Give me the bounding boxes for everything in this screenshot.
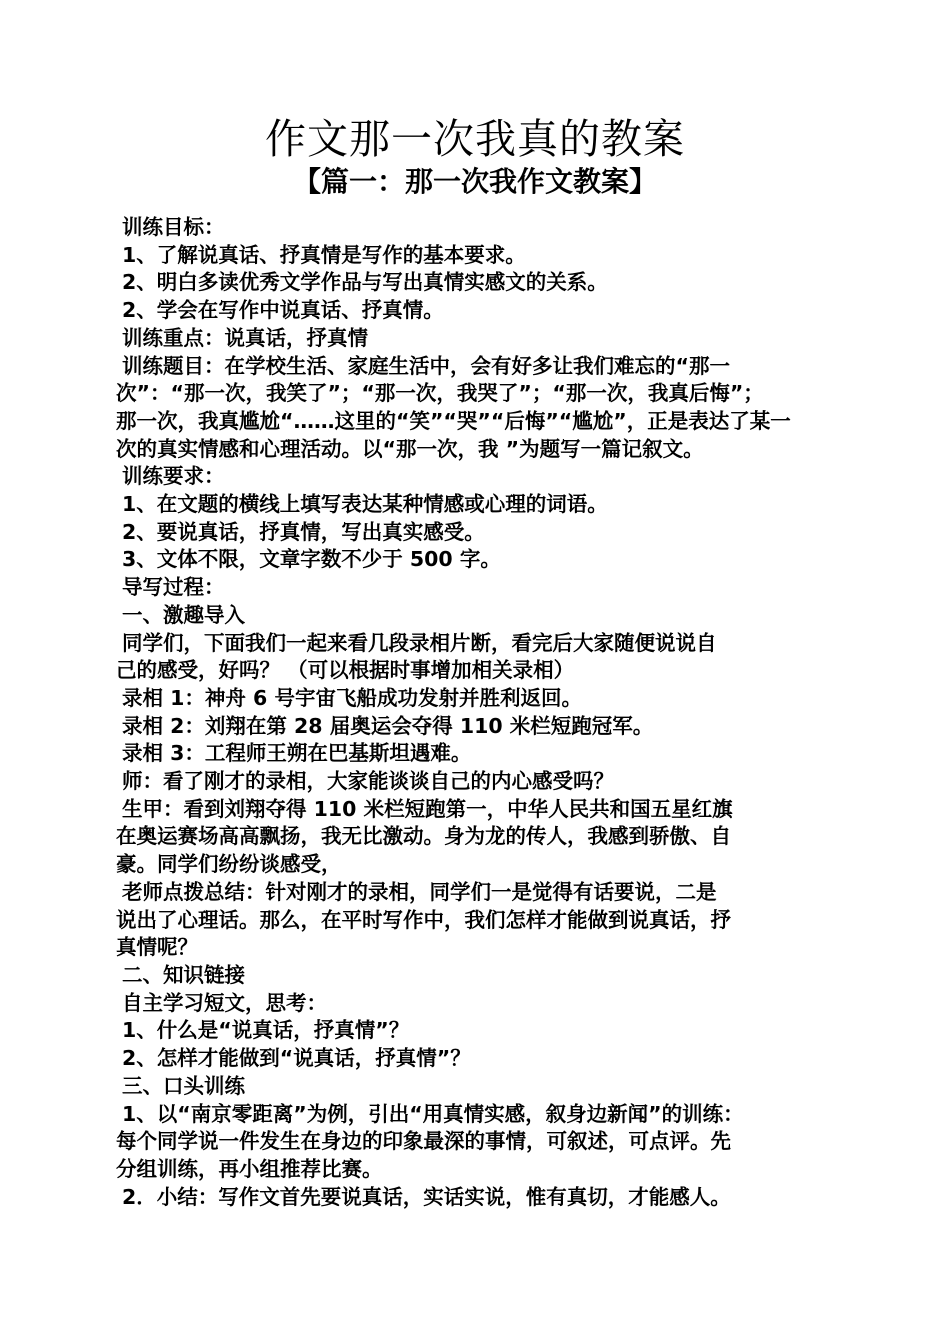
document-subtitle: 【篇一：那一次我作文教案】: [292, 165, 657, 198]
body-line: 分组训练，再小组推荐比赛。: [116, 1156, 383, 1181]
body-line: 老师点拨总结：针对刚才的录相，同学们一是觉得有话要说，二是: [122, 879, 717, 904]
body-line: 说出了心理话。那么，在平时写作中，我们怎样才能做到说真话，抒: [116, 907, 731, 932]
body-line: 训练要求：: [122, 464, 225, 489]
body-line: 1、在文题的横线上填写表达某种情感或心理的词语。: [122, 492, 608, 517]
body-line: 导写过程：: [122, 575, 225, 600]
body-line: 1、什么是“说真话，抒真情”？: [122, 1018, 410, 1043]
body-line: 2、学会在写作中说真话、抒真情。: [122, 298, 444, 323]
body-line: 1、了解说真话、抒真情是写作的基本要求。: [122, 242, 526, 267]
body-line: 训练题目：在学校生活、家庭生活中，会有好多让我们难忘的“那一: [122, 353, 730, 378]
body-line: 1、以“南京零距离”为例，引出“用真情实感，叙身边新闻”的训练：: [122, 1101, 744, 1126]
body-line: 己的感受，好吗？ （可以根据时事增加相关录相）: [116, 658, 575, 683]
document-body: [116, 214, 836, 1211]
body-line: 3、文体不限，文章字数不少于 500 字。: [122, 547, 501, 572]
body-line: 次”：“那一次，我笑了”；“那一次，我哭了”；“那一次，我真后悔”；: [116, 381, 764, 406]
body-line: 训练目标：: [122, 215, 225, 239]
body-line: 师：看了刚才的录相，大家能谈谈自己的内心感受吗？: [122, 769, 614, 794]
body-line: 二、知识链接: [122, 962, 245, 987]
body-line: 录相 3：工程师王朔在巴基斯坦遇难。: [122, 741, 472, 766]
body-line: 每个同学说一件发生在身边的印象最深的事情，可叙述，可点评。先: [116, 1129, 731, 1154]
body-line: 录相 1：神舟 6 号宇宙飞船成功发射并胜利返回。: [122, 685, 582, 710]
body-line: 生甲：看到刘翔夺得 110 米栏短跑第一，中华人民共和国五星红旗: [122, 796, 733, 821]
body-line: 真情呢？: [116, 935, 198, 960]
body-line: 三、口头训练: [122, 1073, 245, 1098]
body-line: 2．小结：写作文首先要说真话，实话实说，惟有真切，才能感人。: [122, 1184, 731, 1209]
document-title: 作文那一次我真的教案: [265, 115, 685, 163]
body-line: 一、激趣导入: [122, 602, 245, 627]
body-line: 2、明白多读优秀文学作品与写出真情实感文的关系。: [122, 270, 608, 295]
body-line: 训练重点：说真话，抒真情: [122, 325, 368, 350]
body-line: 自主学习短文，思考：: [122, 990, 327, 1015]
body-line: 在奥运赛场高高飘扬，我无比激动。身为龙的传人，我感到骄傲、自: [116, 824, 731, 849]
body-line: 2、怎样才能做到“说真话，抒真情”？: [122, 1046, 471, 1071]
body-line: 那一次，我真尴尬“……这里的“笑”“哭”“后悔”“尴尬”，正是表达了某一: [116, 408, 791, 433]
body-line: 同学们，下面我们一起来看几段录相片断，看完后大家随便说说自: [122, 630, 717, 655]
body-line: 录相 2：刘翔在第 28 届奥运会夺得 110 米栏短跑冠军。: [122, 713, 654, 738]
body-line: 豪。同学们纷纷谈感受，: [116, 852, 342, 877]
body-line: 2、要说真话，抒真情，写出真实感受。: [122, 519, 485, 544]
body-line: 次的真实情感和心理活动。以“那一次，我 ”为题写一篇记叙文。: [116, 436, 704, 461]
